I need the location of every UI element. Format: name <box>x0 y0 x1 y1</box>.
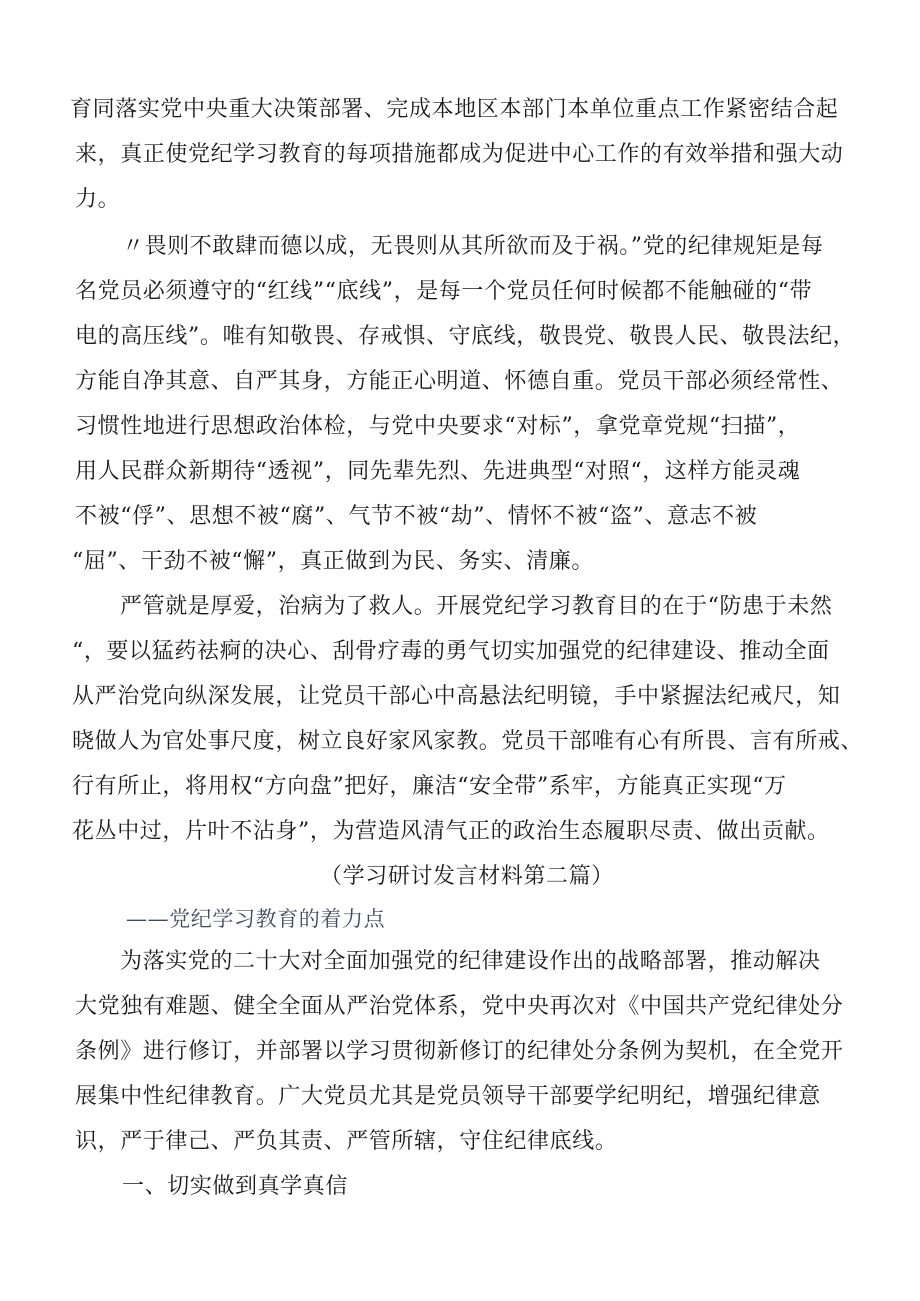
paragraph-1-line-3: 力。 <box>75 187 121 212</box>
paragraph-2-line-8: “屈”、干劲不被“懈”，真正做到为民、务实、清廉。 <box>72 549 594 574</box>
paragraph-3-line-1: 严管就是厚爱，治病为了救人。开展党纪学习教育目的在于“防患于未然 <box>120 594 833 619</box>
paragraph-4-line-4: 展集中性纪律教育。广大党员尤其是党员领导干部要学纪明纪，增强纪律意 <box>75 1084 821 1109</box>
section-subheading: ——党纪学习教育的着力点 <box>126 907 386 931</box>
paragraph-2-line-7: 不被“俘”、思想不被“腐”、气节不被“劫”、情怀不被“盗”、意志不被 <box>75 504 758 529</box>
paragraph-4-line-2: 大党独有难题、健全全面从严治党体系，党中央再次对《中国共产党纪律处分 <box>75 994 844 1019</box>
paragraph-3-line-4: 晓做人为官处事尺度，树立良好家风家教。党员干部唯有心有所畏、言有所戒、 <box>72 729 864 754</box>
paragraph-4-line-5: 识，严于律己、严负其责、严管所辖，守住纪律底线。 <box>75 1129 618 1154</box>
paragraph-2-line-3: 电的高压线”。唯有知敬畏、存戒惧、守底线，敬畏党、敬畏人民、敬畏法纪， <box>75 324 856 349</box>
section-1-heading: 一、切实做到真学真信 <box>122 1174 349 1199</box>
paragraph-4-line-3: 条例》进行修订，并部署以学习贯彻新修订的纪律处分条例为契机，在全党开 <box>75 1039 844 1064</box>
paragraph-2-line-1: 〃畏则不敢肆而德以成，无畏则从其所欲而及于祸。”党的纪律规矩是每 <box>122 234 824 259</box>
paragraph-2-line-6: 用人民群众新期待“透视”，同先辈先烈、先进典型“对照“，这样方能灵魂 <box>75 459 801 484</box>
paragraph-2-line-5: 习惯性地进行思想政治体检，与党中央要求“对标”，拿党章党规“扫描”， <box>75 414 801 439</box>
paragraph-3-line-3: 从严治党向纵深发展，让党员干部心中高悬法纪明镜，手中紧握法纪戒尺，知 <box>72 684 841 709</box>
paragraph-2-line-2: 名党员必须遵守的“红线”“底线”，是每一个党员任何时候都不能触碰的“带 <box>75 279 813 304</box>
paragraph-2-line-4: 方能自净其意、自严其身，方能正心明道、怀德自重。党员干部必须经常性、 <box>75 369 844 394</box>
paragraph-1-line-2: 来，真正使党纪学习教育的每项措施都成为促进中心工作的有效举措和强大动 <box>75 142 844 167</box>
paragraph-3-line-5: 行有所止，将用权“方向盘”把好，廉洁“安全带”系牢，方能真正实现“万 <box>72 774 787 799</box>
paragraph-3-line-2: “，要以猛药祛痾的决心、刮骨疗毒的勇气切实加强党的纪律建设、推动全面 <box>72 639 830 664</box>
paragraph-1-line-1: 育同落实党中央重大决策部署、完成本地区本部门本单位重点工作紧密结合起 <box>70 97 839 122</box>
paragraph-3-line-6: 花丛中过，片叶不沾身”，为营造风清气正的政治生态履职尽责、做出贡献。 <box>72 819 830 844</box>
paragraph-4-line-1: 为落实党的二十大对全面加强党的纪律建设作出的战略部署，推动解决 <box>120 949 821 974</box>
section-heading: （学习研讨发言材料第二篇） <box>320 864 614 889</box>
